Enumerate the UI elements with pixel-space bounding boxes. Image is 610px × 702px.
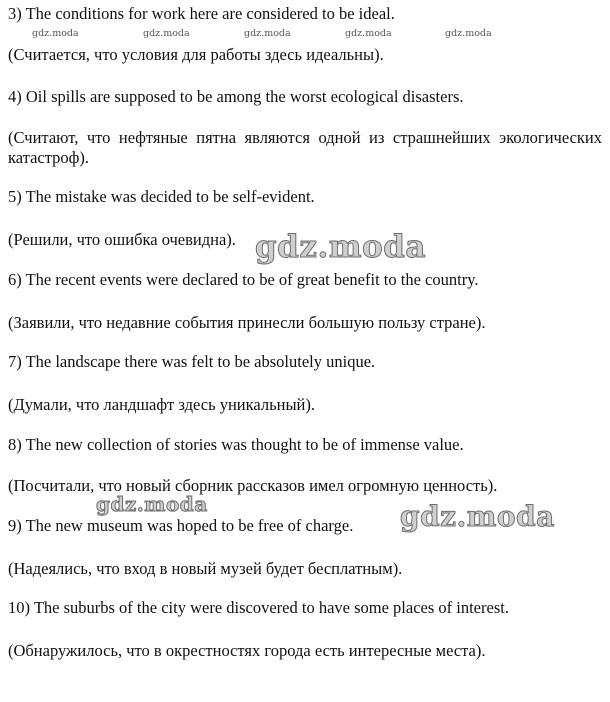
sentence-6-en: 6) The recent events were declared to be of great benefit to the country. [8, 270, 479, 289]
sentence-9-en: 9) The new museum was hoped to be free of charge. [8, 516, 354, 535]
watermark-large: gdz.moda [255, 229, 426, 265]
watermark-large: gdz.moda [400, 500, 555, 533]
sentence-4-en: 4) Oil spills are supposed to be among the worst ecological disasters. [8, 87, 464, 106]
sentence-3-ru: (Считается, что условия для работы здесь идеальны). [8, 45, 384, 64]
sentence-3-en: 3) The conditions for work here are considered to be ideal. [8, 4, 395, 23]
sentence-8-ru: (Посчитали, что новый сборник рассказов имел огромную ценность). [8, 476, 498, 495]
sentence-8-en: 8) The new collection of stories was thought to be of immense value. [8, 435, 464, 454]
sentence-5-en: 5) The mistake was decided to be self-evident. [8, 187, 315, 206]
sentence-7-ru: (Думали, что ландшафт здесь уникальный). [8, 395, 315, 414]
watermark-small: gdz.moda [32, 28, 79, 39]
sentence-9-ru: (Надеялись, что вход в новый музей будет бесплатным). [8, 559, 403, 578]
sentence-10-ru: (Обнаружилось, что в окрестностях города есть интересные места). [8, 641, 486, 660]
sentence-7-en: 7) The landscape there was felt to be absolutely unique. [8, 352, 376, 371]
watermark-medium: gdz.moda [96, 492, 208, 516]
watermark-small: gdz.moda [143, 28, 190, 39]
watermark-small: gdz.moda [445, 28, 492, 39]
watermark-small: gdz.moda [345, 28, 392, 39]
sentence-4-ru: (Считают, что нефтяные пятна являются одной из страшнейших экологических катастроф). [8, 128, 602, 167]
sentence-10-en: 10) The suburbs of the city were discovered to have some places of interest. [8, 598, 509, 617]
sentence-6-ru: (Заявили, что недавние события принесли большую пользу стране). [8, 313, 486, 332]
sentence-5-ru: (Решили, что ошибка очевидна). [8, 230, 236, 249]
watermark-small: gdz.moda [244, 28, 291, 39]
